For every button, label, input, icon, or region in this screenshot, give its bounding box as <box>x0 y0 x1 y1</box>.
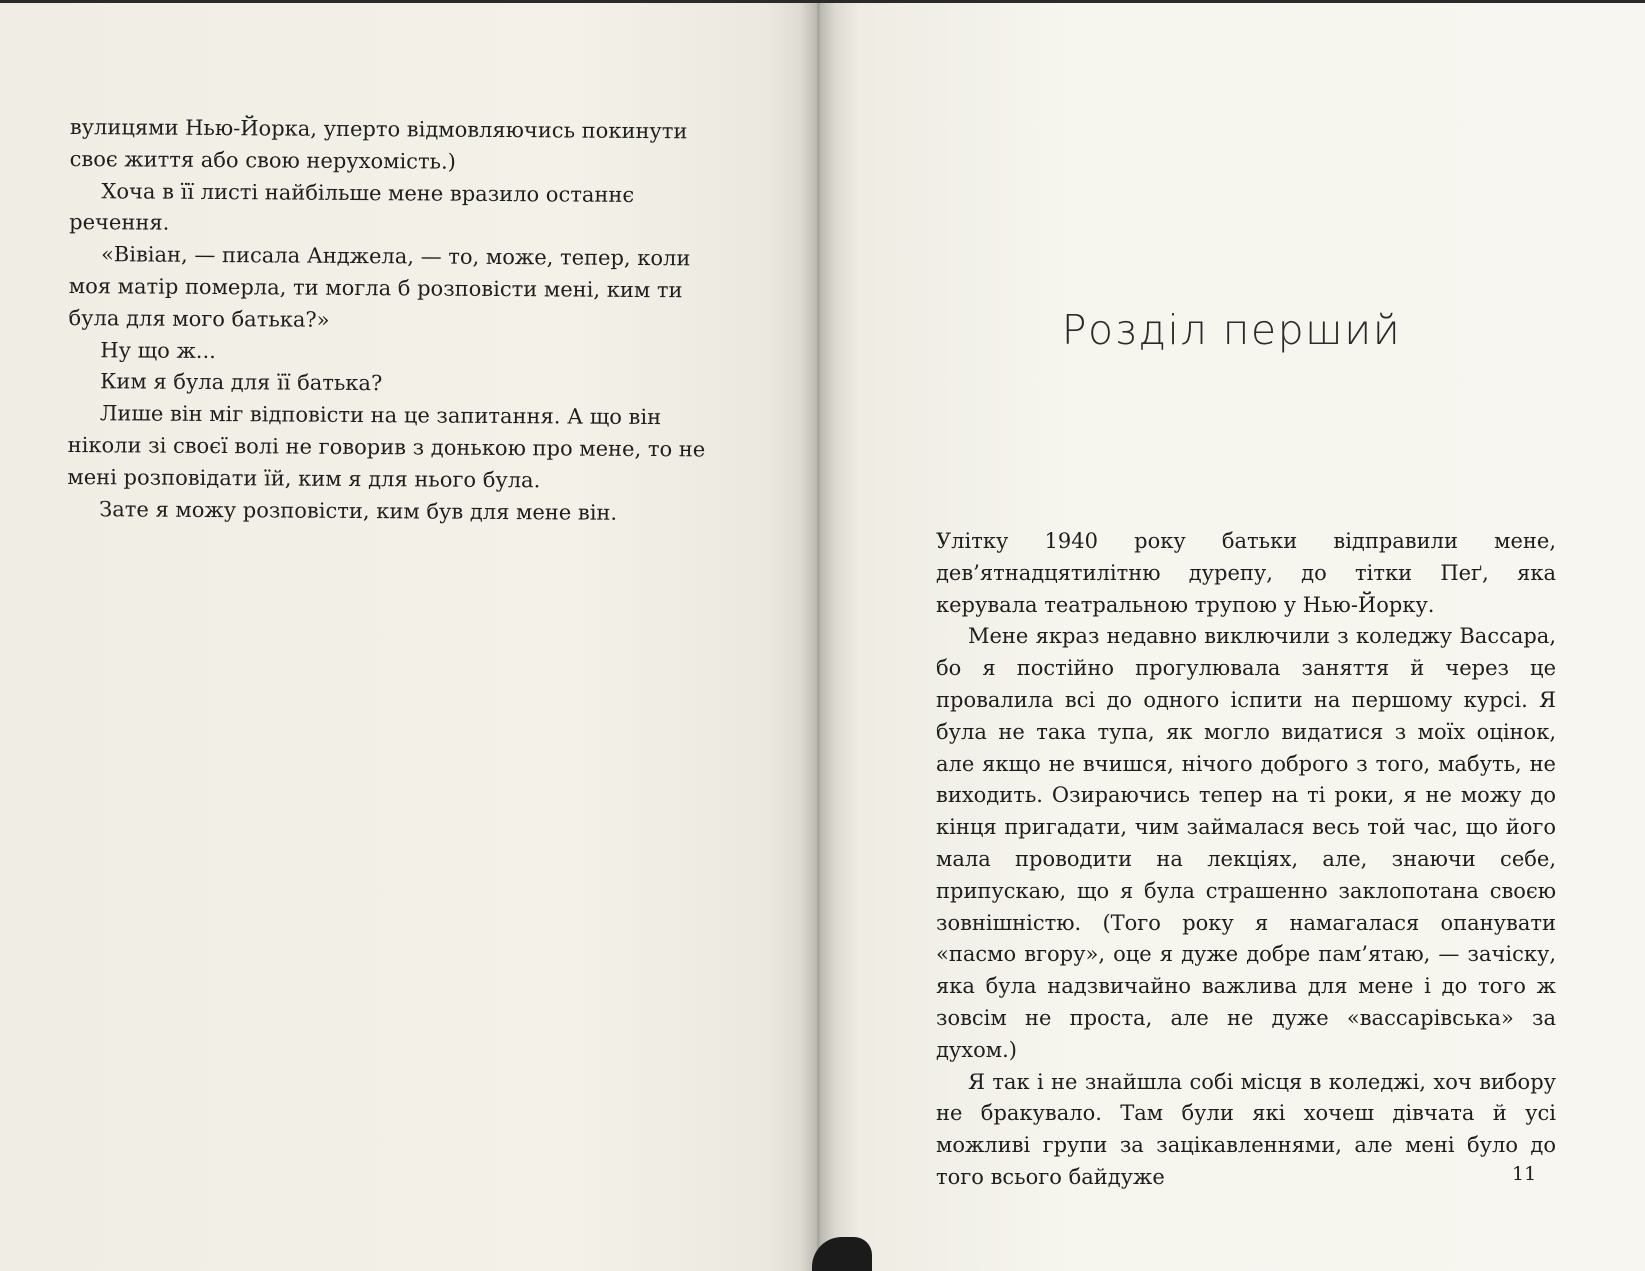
paragraph: Мене якраз недавно виключили з коледжу Вассара, бо я постійно прогулювала заняття й через це провалила всі до одного іспити на першому курсі. Я була не така тупа, як могло видатися з моїх оцінок, але якщо не вчишся, нічого доброго з того, мабуть, не виходить. Озираючись тепер на ті роки, я не можу до кінця пригадати, чим займалася весь той час, що його мала проводити на лекціях, але, знаючи себе, припускаю, що я була страшенно заклопотана своєю зовнішністю. (Того року я намагалася опанувати «пасмо вгору», оце я дуже добре пам’ятаю, — зачіску, яка була надзвичайно важлива для мене і до того ж зовсім не проста, але не дуже «вассарівська» за духом.) <box>936 624 1556 1062</box>
paragraph: Я так і не знайшла собі місця в коледжі, хоч вибору не бракувало. Там були які хочеш дівчата й усі можливі групи за зацікавленнями, але мені було до того всього байдуже <box>936 1069 1556 1189</box>
paragraph: Зате я можу розповісти, ким був для мене він. <box>99 496 618 525</box>
paragraph: Хоча в її листі найбільше мене вразило останнє речення. <box>69 178 635 236</box>
left-page <box>0 0 818 1271</box>
left-page-text <box>67 112 710 530</box>
chapter-title: Розділ перший <box>1061 306 1402 354</box>
paragraph: Ким я була для її батька? <box>100 369 383 396</box>
page-number: 11 <box>1512 1163 1537 1185</box>
paragraph: Лише він міг відповісти на це запитання. А що він ніколи зі своєї волі не говорив з донькою про мене, то не мені розповідати їй, ким я для нього була. <box>67 401 706 493</box>
paragraph: вулицями Нью-Йорка, уперто відмовляючись покинути своє життя або свою нерухомість.) <box>69 114 688 174</box>
top-edge <box>0 0 1645 3</box>
paragraph: «Вівіан, — писала Анджела, — то, може, тепер, коли моя матір померла, ти могла б розповісти мені, ким ти була для мого батька?» <box>68 242 691 332</box>
paragraph: Улітку 1940 року батьки відправили мене, дев’ятнадцятилітню дурепу, до тітки Пеґ, яка керувала театральною трупою у Нью-Йорку. <box>936 529 1556 617</box>
right-page-text <box>936 526 1556 1194</box>
right-page <box>818 0 1645 1271</box>
paragraph: Ну що ж... <box>100 337 216 363</box>
